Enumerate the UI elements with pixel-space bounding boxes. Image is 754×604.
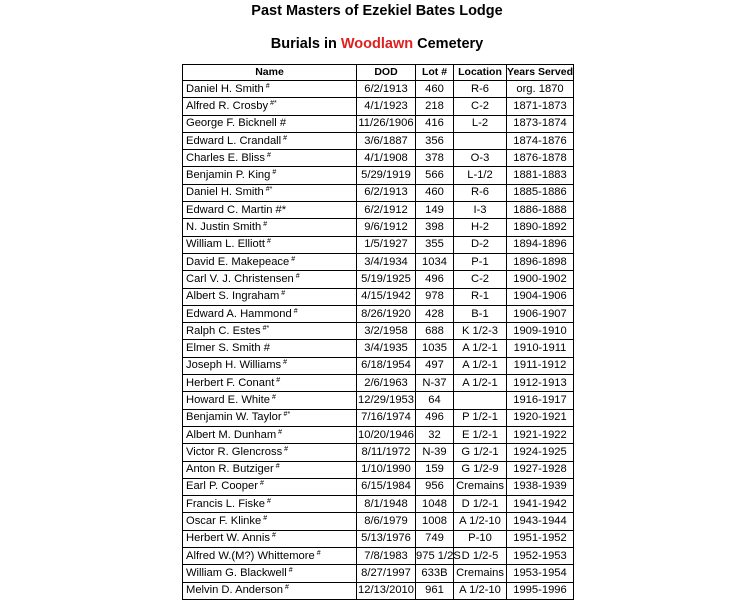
cell-name: [183, 202, 357, 219]
name-text: David E. Makepeace: [186, 255, 290, 268]
cell-dod: 4/1/1908: [357, 150, 416, 167]
subtitle-highlight: Woodlawn: [340, 36, 414, 52]
table-row: [183, 98, 574, 115]
cell-years-served: 1906-1907: [507, 305, 574, 322]
footnote-mark: #: [266, 238, 271, 246]
table-row: [183, 375, 574, 392]
footnote-mark: #*: [270, 99, 277, 107]
cell-dod: 3/2/1958: [357, 323, 416, 340]
cell-years-served: 1900-1902: [507, 271, 574, 288]
cell-location: C-2: [454, 271, 507, 288]
footnote-mark: #: [271, 393, 276, 401]
footnote-mark: #: [266, 151, 271, 159]
table-row: [183, 167, 574, 184]
subtitle-suffix: Cemetery: [417, 36, 484, 52]
cell-lot: 496: [416, 409, 454, 426]
name-text: Benjamin W. Taylor: [186, 411, 282, 424]
cell-years-served: 1885-1886: [507, 184, 574, 201]
cell-location: P 1/2-1: [454, 409, 507, 426]
cell-years-served: 1873-1874: [507, 115, 574, 132]
cell-lot: 1008: [416, 513, 454, 530]
header-years-served: Years Served: [507, 65, 574, 81]
cell-location: R-1: [454, 288, 507, 305]
table-row: [183, 81, 574, 98]
cell-years-served: 1941-1942: [507, 496, 574, 513]
cell-years-served: 1894-1896: [507, 236, 574, 253]
cell-dod: 6/18/1954: [357, 357, 416, 374]
name-text: Daniel H. Smith: [186, 186, 264, 199]
cell-lot: 978: [416, 288, 454, 305]
cell-dod: 5/29/1919: [357, 167, 416, 184]
cell-lot: 460: [416, 184, 454, 201]
cell-name: [183, 323, 357, 340]
cell-name: [183, 496, 357, 513]
cell-location: P-1: [454, 253, 507, 270]
name-text: Anton R. Butziger: [186, 463, 274, 476]
cell-lot: 956: [416, 478, 454, 495]
cell-dod: 1/10/1990: [357, 461, 416, 478]
cell-lot: N-39: [416, 444, 454, 461]
name-text: Herbert W. Annis: [186, 532, 270, 545]
cell-dod: 4/15/1942: [357, 288, 416, 305]
cell-name: [183, 409, 357, 426]
header-name: Name: [183, 65, 357, 81]
footnote-mark: #: [259, 480, 264, 488]
table-row: [183, 478, 574, 495]
name-text: Alfred R. Crosby: [186, 99, 269, 112]
name-text: Daniel H. Smith: [186, 82, 264, 95]
cell-location: L-1/2: [454, 167, 507, 184]
cell-dod: 2/6/1963: [357, 375, 416, 392]
name-text: Elmer S. Smith #: [186, 342, 270, 355]
subtitle-prefix: Burials in: [270, 36, 337, 52]
cell-lot: 159: [416, 461, 454, 478]
cell-dod: 11/26/1906: [357, 115, 416, 132]
footnote-mark: #: [284, 445, 289, 453]
table-row: [183, 409, 574, 426]
footnote-mark: #*: [265, 186, 273, 194]
cell-dod: 12/29/1953: [357, 392, 416, 409]
cell-name: [183, 98, 357, 115]
cell-location: K 1/2-3: [454, 323, 507, 340]
cell-location: A 1/2-1: [454, 375, 507, 392]
cell-years-served: 1910-1911: [507, 340, 574, 357]
cell-location: D 1/2-5: [454, 548, 507, 565]
name-text: Ralph C. Estes: [186, 324, 261, 337]
footnote-mark: #: [285, 584, 289, 592]
name-text: Howard E. White: [186, 393, 270, 406]
table-row: [183, 150, 574, 167]
cell-name: [183, 375, 357, 392]
cell-location: [454, 132, 507, 149]
cell-location: P-10: [454, 530, 507, 547]
cell-dod: 5/13/1976: [357, 530, 416, 547]
cell-years-served: 1876-1878: [507, 150, 574, 167]
cell-location: A 1/2-10: [454, 582, 507, 599]
table-row: [183, 548, 574, 565]
cell-name: [183, 513, 357, 530]
table-row: [183, 184, 574, 201]
cell-years-served: 1904-1906: [507, 288, 574, 305]
name-text: George F. Bicknell #: [186, 117, 287, 130]
cell-years-served: org. 1870: [507, 81, 574, 98]
cell-lot: 1048: [416, 496, 454, 513]
cell-lot: 149: [416, 202, 454, 219]
cell-name: [183, 478, 357, 495]
cell-location: Cremains: [454, 565, 507, 582]
cell-name: [183, 219, 357, 236]
table-row: [183, 565, 574, 582]
footnote-mark: #: [283, 134, 288, 142]
cell-lot: 428: [416, 305, 454, 322]
cell-name: [183, 392, 357, 409]
footnote-mark: #: [263, 515, 268, 523]
cell-years-served: 1938-1939: [507, 478, 574, 495]
cell-dod: 3/4/1935: [357, 340, 416, 357]
name-text: Albert S. Ingraham: [186, 290, 280, 303]
header-location: Location: [454, 65, 507, 81]
table-row: [183, 461, 574, 478]
footnote-mark: #: [295, 272, 300, 280]
cell-dod: 6/2/1913: [357, 184, 416, 201]
table-row: [183, 305, 574, 322]
cell-name: [183, 115, 357, 132]
page-subtitle: [0, 35, 754, 53]
table-header-row: [183, 65, 574, 81]
table-row: [183, 357, 574, 374]
name-text: Albert M. Dunham: [186, 428, 277, 441]
cell-lot: 356: [416, 132, 454, 149]
cell-dod: 10/20/1946: [357, 426, 416, 443]
name-text: William G. Blackwell: [186, 566, 287, 579]
footnote-mark: #: [288, 566, 293, 574]
table-row: [183, 288, 574, 305]
cell-lot: 496: [416, 271, 454, 288]
cell-dod: 7/8/1983: [357, 548, 416, 565]
cell-years-served: 1911-1912: [507, 357, 574, 374]
cell-dod: 8/11/1972: [357, 444, 416, 461]
cell-name: [183, 167, 357, 184]
cell-location: G 1/2-9: [454, 461, 507, 478]
cell-name: [183, 271, 357, 288]
cell-lot: 218: [416, 98, 454, 115]
cell-years-served: 1896-1898: [507, 253, 574, 270]
cell-years-served: 1881-1883: [507, 167, 574, 184]
cell-years-served: 1953-1954: [507, 565, 574, 582]
cell-dod: 6/2/1913: [357, 81, 416, 98]
table-row: [183, 271, 574, 288]
cell-name: [183, 530, 357, 547]
name-text: Herbert F. Conant: [186, 376, 275, 389]
cell-location: B-1: [454, 305, 507, 322]
footnote-mark: #: [271, 532, 276, 540]
cell-years-served: 1912-1913: [507, 375, 574, 392]
cell-lot: 633B: [416, 565, 454, 582]
cell-lot: 32: [416, 426, 454, 443]
name-text: Edward A. Hammond: [186, 307, 292, 320]
header-lot: Lot #: [416, 65, 454, 81]
cell-lot: 975 1/2S: [416, 548, 454, 565]
cell-location: [454, 392, 507, 409]
name-text: Joseph H. Williams: [186, 359, 282, 372]
cell-name: [183, 444, 357, 461]
cell-name: [183, 132, 357, 149]
table-row: [183, 513, 574, 530]
table-row: [183, 530, 574, 547]
cell-years-served: 1886-1888: [507, 202, 574, 219]
cell-lot: 566: [416, 167, 454, 184]
cell-dod: 3/6/1887: [357, 132, 416, 149]
name-text: Carl V. J. Christensen: [186, 272, 294, 285]
name-text: Alfred W.(M?) Whittemore: [186, 549, 315, 562]
footnote-mark: #: [283, 359, 288, 367]
cell-location: Cremains: [454, 478, 507, 495]
name-text: Oscar F. Klinke: [186, 515, 262, 528]
footnote-mark: #: [316, 549, 321, 557]
cell-dod: 5/19/1925: [357, 271, 416, 288]
footnote-mark: #: [291, 255, 296, 263]
cell-dod: 7/16/1974: [357, 409, 416, 426]
cell-name: [183, 236, 357, 253]
table-row: [183, 219, 574, 236]
table-row: [183, 426, 574, 443]
cell-name: [183, 582, 357, 599]
cell-location: E 1/2-1: [454, 426, 507, 443]
footnote-mark: #: [265, 82, 270, 90]
cell-lot: 961: [416, 582, 454, 599]
cell-name: [183, 253, 357, 270]
name-text: Charles E. Bliss: [186, 151, 265, 164]
footnote-mark: #: [263, 221, 268, 229]
cell-location: D-2: [454, 236, 507, 253]
cell-location: D 1/2-1: [454, 496, 507, 513]
cell-dod: 8/6/1979: [357, 513, 416, 530]
name-text: Benjamin P. King: [186, 169, 271, 182]
cell-dod: 4/1/1923: [357, 98, 416, 115]
table-row: [183, 496, 574, 513]
header-dod: DOD: [357, 65, 416, 81]
cell-dod: 1/5/1927: [357, 236, 416, 253]
cell-years-served: 1951-1952: [507, 530, 574, 547]
cell-lot: 64: [416, 392, 454, 409]
cell-name: [183, 461, 357, 478]
cell-location: H-2: [454, 219, 507, 236]
cell-name: [183, 184, 357, 201]
name-text: William L. Elliott: [186, 238, 265, 251]
cell-years-served: 1871-1873: [507, 98, 574, 115]
cell-lot: 378: [416, 150, 454, 167]
table-row: [183, 444, 574, 461]
cell-location: A 1/2-10: [454, 513, 507, 530]
cell-lot: 749: [416, 530, 454, 547]
page-title: Past Masters of Ezekiel Bates Lodge: [251, 3, 503, 19]
table-body: [183, 81, 574, 600]
cell-location: R-6: [454, 184, 507, 201]
cell-years-served: 1920-1921: [507, 409, 574, 426]
cell-name: [183, 81, 357, 98]
footnote-mark: #: [276, 376, 281, 384]
cell-name: [183, 426, 357, 443]
cell-name: [183, 305, 357, 322]
table-row: [183, 236, 574, 253]
burials-table: [182, 64, 574, 600]
table-row: [183, 340, 574, 357]
cell-location: I-3: [454, 202, 507, 219]
name-text: Francis L. Fiske: [186, 497, 265, 510]
cell-years-served: 1890-1892: [507, 219, 574, 236]
cell-location: O-3: [454, 150, 507, 167]
cell-location: R-6: [454, 81, 507, 98]
footnote-mark: #: [272, 169, 277, 177]
cell-years-served: 1924-1925: [507, 444, 574, 461]
table-row: [183, 582, 574, 599]
cell-name: [183, 288, 357, 305]
cell-location: A 1/2-1: [454, 340, 507, 357]
cell-lot: 688: [416, 323, 454, 340]
table-row: [183, 392, 574, 409]
cell-years-served: 1943-1944: [507, 513, 574, 530]
cell-name: [183, 340, 357, 357]
table-row: [183, 202, 574, 219]
name-text: Earl P. Cooper: [186, 480, 258, 493]
cell-lot: 497: [416, 357, 454, 374]
name-text: Victor R. Glencross: [186, 445, 283, 458]
cell-years-served: 1909-1910: [507, 323, 574, 340]
cell-lot: 416: [416, 115, 454, 132]
cell-lot: 355: [416, 236, 454, 253]
cell-name: [183, 357, 357, 374]
cell-location: C-2: [454, 98, 507, 115]
table-row: [183, 253, 574, 270]
cell-dod: 8/26/1920: [357, 305, 416, 322]
cell-name: [183, 150, 357, 167]
cell-years-served: 1916-1917: [507, 392, 574, 409]
cell-lot: 460: [416, 81, 454, 98]
cell-dod: 8/1/1948: [357, 496, 416, 513]
cell-years-served: 1952-1953: [507, 548, 574, 565]
footnote-mark: #: [275, 463, 280, 471]
footnote-mark: #: [293, 307, 298, 315]
name-text: Edward C. Martin #*: [186, 203, 287, 216]
cell-dod: 6/2/1912: [357, 202, 416, 219]
cell-dod: 3/4/1934: [357, 253, 416, 270]
cell-dod: 9/6/1912: [357, 219, 416, 236]
table-row: [183, 132, 574, 149]
cell-location: A 1/2-1: [454, 357, 507, 374]
name-text: Edward L. Crandall: [186, 134, 282, 147]
footnote-mark: #: [266, 497, 271, 505]
cell-lot: 398: [416, 219, 454, 236]
cell-dod: 6/15/1984: [357, 478, 416, 495]
name-text: N. Justin Smith: [186, 221, 262, 234]
cell-years-served: 1874-1876: [507, 132, 574, 149]
cell-years-served: 1927-1928: [507, 461, 574, 478]
table-row: [183, 323, 574, 340]
cell-name: [183, 548, 357, 565]
cell-lot: 1035: [416, 340, 454, 357]
footnote-mark: #: [281, 290, 286, 298]
footnote-mark: #*: [283, 411, 291, 419]
cell-location: G 1/2-1: [454, 444, 507, 461]
cell-dod: 8/27/1997: [357, 565, 416, 582]
footnote-mark: #*: [262, 324, 270, 332]
name-text: Melvin D. Anderson: [186, 584, 284, 597]
cell-years-served: 1995-1996: [507, 582, 574, 599]
cell-location: L-2: [454, 115, 507, 132]
cell-lot: N-37: [416, 375, 454, 392]
cell-lot: 1034: [416, 253, 454, 270]
cell-dod: 12/13/2010: [357, 582, 416, 599]
footnote-mark: #: [278, 428, 283, 436]
table-row: [183, 115, 574, 132]
cell-name: [183, 565, 357, 582]
cell-years-served: 1921-1922: [507, 426, 574, 443]
